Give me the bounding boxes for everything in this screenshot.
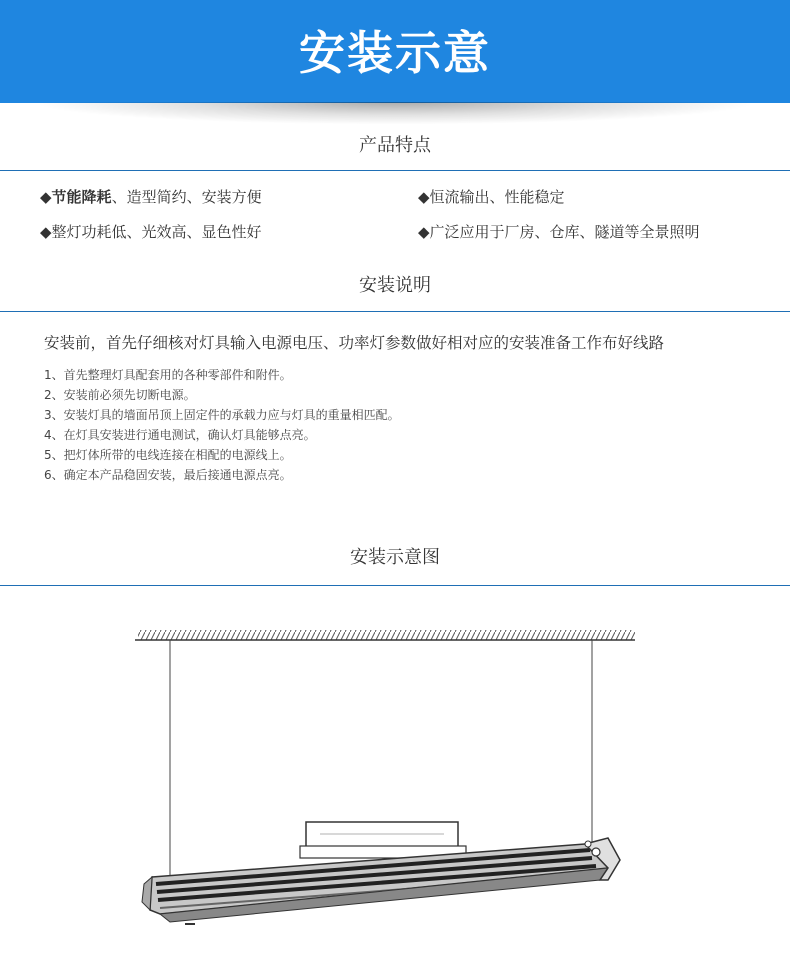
instructions-heading: 安装说明 [359,275,431,296]
diamond-bullet-icon: ◆ [40,223,52,241]
feature-text: 、造型简约、安装方便 [111,188,262,206]
diamond-bullet-icon: ◆ [40,188,52,206]
step-item: 4、在灯具安装进行通电测试，确认灯具能够点亮。 [44,428,316,442]
diagram-heading: 安装示意图 [350,547,440,568]
banner-title: 安装示意 [299,26,491,80]
step-item: 3、安装灯具的墙面吊顶上固定件的承载力应与灯具的重量相匹配。 [44,408,400,422]
feature-text: 恒流输出、性能稳定 [429,188,565,206]
instructions-intro: 安装前，首先仔细核对灯具输入电源电压、功率灯参数做好相对应的安装准备工作布好线路 [44,334,665,352]
diamond-bullet-icon: ◆ [418,223,430,241]
steps-list [44,365,400,485]
feature-item [418,222,700,242]
features-divider [0,170,790,171]
feature-text: 广泛应用于厂房、仓库、隧道等全景照明 [429,223,700,241]
step-item: 5、把灯体所带的电线连接在相配的电源线上。 [44,448,292,462]
installation-diagram [130,622,640,932]
step-item: 1、首先整理灯具配套用的各种零部件和附件。 [44,368,292,382]
instructions-divider [0,311,790,312]
step-item: 6、确定本产品稳固安装，最后接通电源点亮。 [44,468,292,482]
feature-text: 整灯功耗低、光效高、显色性好 [51,223,262,241]
diagram-divider [0,585,790,586]
features-heading: 产品特点 [359,135,431,156]
title-banner [0,0,790,103]
feature-item [418,187,565,207]
power-driver-box [300,822,466,858]
feature-item [40,222,262,242]
banner-shadow [40,102,750,124]
ceiling-hatch [135,630,635,640]
feature-highlight: 节能降耗 [51,188,112,206]
feature-item [40,187,262,207]
diamond-bullet-icon: ◆ [418,188,430,206]
step-item: 2、安装前必须先切断电源。 [44,388,196,402]
